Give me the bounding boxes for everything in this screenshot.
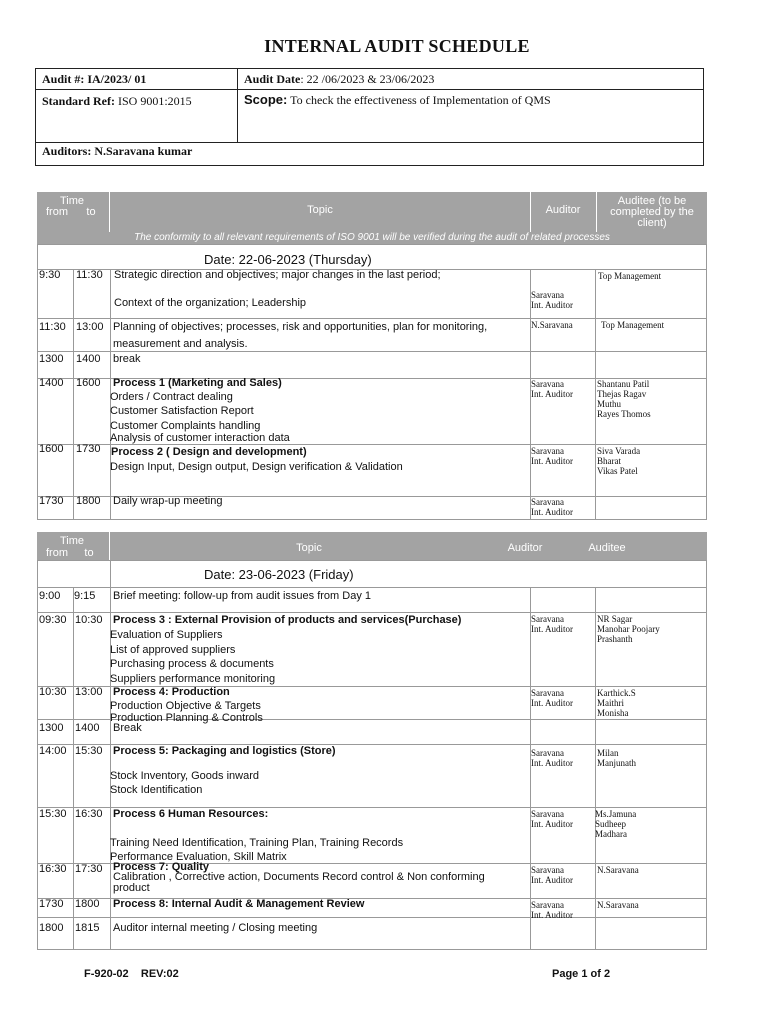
topic-text: Production Planning & Controls: [110, 712, 263, 724]
auditor-name: N.Saravana: [531, 320, 573, 330]
auditee-name: Thejas Ragav: [597, 389, 647, 399]
topic-text: Suppliers performance monitoring: [110, 673, 276, 685]
auditor-role: Int. Auditor: [531, 910, 573, 920]
audit-header-table: [35, 68, 704, 166]
time-from: 16:30: [39, 863, 67, 875]
table-header: [37, 532, 707, 560]
day2-grid: [37, 560, 707, 950]
col-topic: Topic: [296, 542, 322, 554]
auditor-role: Int. Auditor: [531, 300, 573, 310]
time-to: 10:30: [75, 614, 103, 626]
audit-date-value: : 22 /06/2023 & 23/06/2023: [300, 72, 435, 86]
col-auditor: Auditor: [545, 204, 581, 216]
day1-date: Date: 22-06-2023 (Thursday): [204, 252, 372, 267]
form-code: F-920-02: [84, 968, 129, 980]
topic-text: Planning of objectives; processes, risk and opportunities, plan for monitoring,: [113, 321, 488, 333]
auditee-name: Madhara: [595, 829, 627, 839]
time-to: 11:30: [76, 269, 103, 281]
auditee-name: Rayes Thomos: [597, 409, 651, 419]
time-from: 1800: [39, 922, 64, 934]
topic-text: Training Need Identification, Training Plan, Training Records: [110, 837, 404, 849]
audit-date: [244, 72, 434, 87]
form-number: [84, 968, 179, 980]
auditor-name: Saravana: [531, 497, 564, 507]
auditor-role: Int. Auditor: [531, 456, 573, 466]
scope-label: Scope:: [244, 92, 288, 107]
auditee-name: Sudheep: [595, 819, 626, 829]
revision: REV:02: [140, 968, 179, 980]
auditee-name: Monisha: [597, 708, 629, 718]
auditor-name: Saravana: [531, 900, 564, 910]
time-from: 1730: [39, 898, 64, 910]
auditee-name: Shantanu Patil: [597, 379, 650, 389]
time-to: 1400: [76, 353, 101, 365]
topic-text: Production Objective & Targets: [110, 700, 261, 712]
auditor-name: Saravana: [531, 748, 564, 758]
auditor-name: Saravana: [531, 688, 564, 698]
auditee-name: Bharat: [597, 456, 621, 466]
col-time: Time: [59, 195, 85, 207]
standard-ref-label: Standard Ref:: [42, 94, 116, 108]
col-auditee: Auditee: [588, 542, 626, 554]
auditor-role: Int. Auditor: [531, 819, 573, 829]
time-from: 1300: [39, 353, 64, 365]
time-from: 14:00: [39, 745, 67, 757]
auditee-name: NR Sagar: [597, 614, 633, 624]
col-to: to: [84, 547, 94, 559]
auditors-value: N.Saravana kumar: [94, 144, 193, 158]
topic-text: Orders / Contract dealing: [110, 391, 233, 403]
time-to: 1815: [75, 922, 100, 934]
time-from: 1600: [39, 443, 64, 455]
col-topic: Topic: [307, 204, 333, 216]
table-header: [37, 192, 707, 232]
auditor-name: Saravana: [531, 865, 564, 875]
topic-text: Performance Evaluation, Skill Matrix: [110, 851, 287, 863]
auditee-name: Siva Varada: [597, 446, 641, 456]
standard-ref-value: ISO 9001:2015: [118, 94, 192, 108]
time-from: 1300: [39, 722, 64, 734]
auditee-name: Ms.Jamuna: [595, 809, 637, 819]
time-from: 9:30: [39, 269, 61, 281]
topic-text: List of approved suppliers: [110, 644, 236, 656]
auditor-role: Int. Auditor: [531, 698, 573, 708]
auditor-role: Int. Auditor: [531, 389, 573, 399]
topic-text: Analysis of customer interaction data: [110, 432, 290, 444]
time-from: 15:30: [39, 808, 67, 820]
col-from: from: [46, 547, 68, 559]
topic-text: Evaluation of Suppliers: [110, 629, 223, 641]
auditee-name: Vikas Patel: [597, 466, 638, 476]
time-from: 9:00: [39, 590, 61, 602]
scope: [244, 92, 551, 108]
audit-number-label: Audit #:: [42, 72, 85, 86]
topic-text: break: [113, 353, 141, 365]
topic-text: Auditor internal meeting / Closing meeting: [113, 922, 318, 934]
time-from: 11:30: [39, 321, 66, 333]
col-auditee: Auditee (to be completed by the client): [610, 195, 694, 229]
auditee-name: Top Management: [601, 320, 665, 330]
topic-text: Stock Identification: [110, 784, 203, 796]
process-heading: Process 5: Packaging and logistics (Store): [113, 745, 336, 757]
auditor-name: Saravana: [531, 379, 564, 389]
auditor-role: Int. Auditor: [531, 875, 573, 885]
topic-text: Stock Inventory, Goods inward: [110, 770, 259, 782]
time-to: 16:30: [75, 808, 103, 820]
time-to: 1600: [76, 377, 101, 389]
page-number: Page 1 of 2: [552, 968, 611, 980]
auditor-role: Int. Auditor: [531, 507, 573, 517]
col-auditor: Auditor: [507, 542, 543, 554]
col-time: Time: [59, 535, 85, 547]
day2-date: Date: 23-06-2023 (Friday): [204, 567, 354, 582]
audit-date-label: Audit Date: [244, 72, 301, 86]
topic-text: measurement and analysis.: [113, 338, 248, 350]
auditor-name: Saravana: [531, 446, 564, 456]
topic-text: Customer Complaints handling: [110, 420, 261, 432]
time-to: 17:30: [75, 863, 103, 875]
time-from: 1730: [39, 495, 64, 507]
conformity-note: The conformity to all relevant requirements of ISO 9001 will be verified during the audit of related processes: [37, 232, 707, 244]
topic-text: product: [113, 882, 150, 894]
auditee-name: N.Saravana: [597, 865, 639, 875]
topic-text: Break: [113, 722, 142, 734]
audit-number: [42, 72, 146, 87]
auditor-role: Int. Auditor: [531, 624, 573, 634]
auditee-name: Milan: [597, 748, 619, 758]
topic-text: Strategic direction and objectives; major changes in the last period;: [114, 269, 441, 281]
time-to: 1800: [75, 898, 100, 910]
col-from: from: [46, 206, 68, 218]
auditee-name: N.Saravana: [597, 900, 639, 910]
auditors: [42, 144, 192, 159]
time-to: 1730: [76, 443, 101, 455]
time-from: 09:30: [39, 614, 67, 626]
time-from: 1400: [39, 377, 64, 389]
col-to: to: [86, 206, 96, 218]
time-to: 13:00: [76, 321, 104, 333]
day1-grid: [37, 244, 707, 520]
time-from: 10:30: [39, 686, 67, 698]
process-heading: Process 1 (Marketing and Sales): [113, 377, 282, 389]
process-heading: Process 3 : External Provision of products and services(Purchase): [113, 614, 462, 626]
topic-text: Customer Satisfaction Report: [110, 405, 254, 417]
process-heading: Process 2 ( Design and development): [111, 446, 307, 458]
time-to: 15:30: [75, 745, 103, 757]
time-to: 9:15: [74, 590, 96, 602]
time-to: 1800: [76, 495, 101, 507]
auditee-name: Manjunath: [597, 758, 636, 768]
topic-text: Daily wrap-up meeting: [113, 495, 223, 507]
auditee-name: Karthick.S: [597, 688, 636, 698]
time-to: 1400: [75, 722, 100, 734]
process-heading: Process 4: Production: [113, 686, 230, 698]
process-heading: Process 6 Human Resources:: [113, 808, 269, 820]
topic-text: Brief meeting: follow-up from audit issues from Day 1: [113, 590, 371, 602]
audit-number-value: IA/2023/ 01: [87, 72, 147, 86]
auditor-name: Saravana: [531, 290, 564, 300]
topic-text: Purchasing process & documents: [110, 658, 274, 670]
auditee-name: Muthu: [597, 399, 622, 409]
auditor-role: Int. Auditor: [531, 758, 573, 768]
auditors-label: Auditors:: [42, 144, 92, 158]
topic-text: Context of the organization; Leadership: [114, 297, 307, 309]
topic-text: Calibration , Corrective action, Documents Record control & Non conforming: [113, 871, 485, 883]
auditee-name: Manohar Poojary: [597, 624, 660, 634]
topic-text: Design Input, Design output, Design verification & Validation: [110, 461, 403, 473]
auditee-name: Top Management: [598, 271, 662, 281]
time-to: 13:00: [75, 686, 103, 698]
standard-ref: [42, 94, 192, 109]
auditee-name: Prashanth: [597, 634, 633, 644]
document-title: INTERNAL AUDIT SCHEDULE: [264, 36, 530, 56]
process-heading: Process 7: Quality: [113, 861, 209, 873]
auditee-name: Maithri: [597, 698, 624, 708]
auditor-name: Saravana: [531, 809, 564, 819]
auditor-name: Saravana: [531, 614, 564, 624]
scope-value: To check the effectiveness of Implementation of QMS: [290, 93, 551, 107]
process-heading: Process 8: Internal Audit & Management Review: [113, 898, 365, 910]
